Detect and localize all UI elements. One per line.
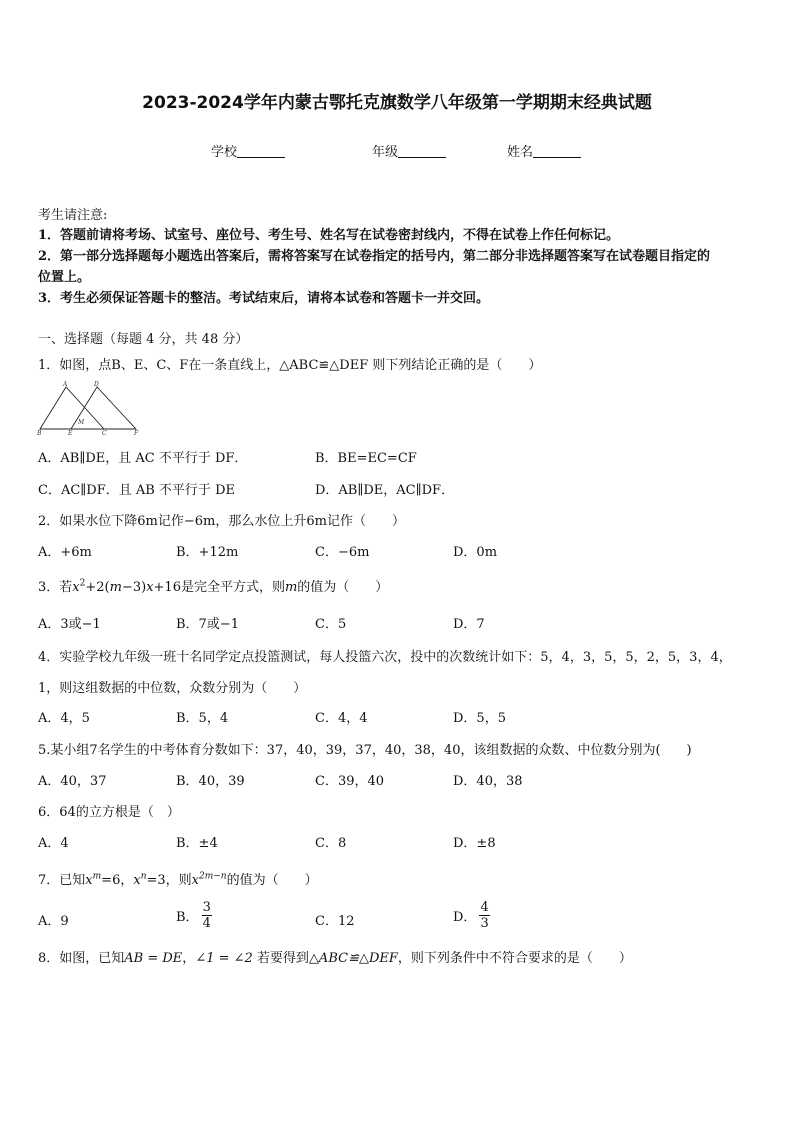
q7-option-c[interactable]: C．12 — [315, 914, 355, 929]
q4-option-a[interactable]: A．4，5 — [38, 711, 90, 726]
grade-blank — [398, 145, 446, 158]
q3-option-d[interactable]: D．7 — [453, 617, 485, 632]
q5-option-c[interactable]: C．39，40 — [315, 774, 385, 789]
label-m: M — [78, 419, 85, 426]
q4-stem-line2: 1，则这组数据的中位数，众数分别为（ ） — [38, 681, 307, 696]
q3-option-c[interactable]: C．5 — [315, 617, 347, 632]
q5-option-b[interactable]: B．40，39 — [176, 774, 245, 789]
label-a: A — [63, 381, 68, 388]
school-field: 学校 — [211, 141, 285, 160]
q3-option-b[interactable]: B．7或−1 — [176, 617, 239, 632]
notice-item-2-cont: 位置上。 — [38, 270, 91, 285]
q2-option-a[interactable]: A．+6m — [38, 545, 92, 560]
q6-option-d[interactable]: D．±8 — [453, 836, 496, 851]
label-f: F — [134, 430, 139, 436]
notice-item-3: 3．考生必须保证答题卡的整洁。考试结束后，请将本试卷和答题卡一并交回。 — [38, 291, 490, 306]
q5-option-d[interactable]: D．40，38 — [453, 774, 523, 789]
section-heading: 一、选择题（每题 4 分，共 48 分） — [38, 332, 249, 347]
label-d: D — [94, 381, 99, 388]
notice-heading: 考生请注意: — [38, 208, 108, 223]
q2-option-b[interactable]: B．+12m — [176, 545, 239, 560]
q4-option-c[interactable]: C．4，4 — [315, 711, 368, 726]
q7-fraction-d: $\frac{4}{3}$ — [480, 900, 489, 931]
q2-option-d[interactable]: D．0m — [453, 545, 498, 560]
school-blank — [237, 145, 285, 158]
notice-item-2: 2．第一部分选择题每小题选出答案后，需将答案写在试卷指定的括号内，第二部分非选择题答案写在试卷题目指定的 — [38, 249, 711, 264]
page-title: 2023-2024学年内蒙古鄂托克旗数学八年级第一学期期末经典试题 — [142, 93, 652, 113]
q7-option-d[interactable]: D． $\frac{4}{3}$ — [453, 900, 489, 931]
q7-option-a[interactable]: A．9 — [38, 914, 69, 929]
q2-stem: 2．如果水位下降6m记作−6m，那么水位上升6m记作（ ） — [38, 514, 405, 529]
label-b: B — [37, 430, 42, 436]
q6-option-c[interactable]: C．8 — [315, 836, 347, 851]
q1-option-a[interactable]: A．AB∥DE，且 AC 不平行于 DF． — [38, 451, 248, 466]
q4-option-b[interactable]: B．5，4 — [176, 711, 229, 726]
q7-stem: 7．已知$x^m=6$，$x^n=3$，则$x^{2m-n}$的值为（ ） — [38, 871, 318, 888]
label-c: C — [102, 430, 107, 436]
q7-fraction-b: $\frac{3}{4}$ — [202, 900, 211, 931]
q6-option-b[interactable]: B．±4 — [176, 836, 218, 851]
triangle-abc — [40, 387, 104, 429]
q1-option-d[interactable]: D．AB∥DE，AC∥DF． — [315, 483, 455, 498]
q4-option-d[interactable]: D．5，5 — [453, 711, 506, 726]
label-e: E — [68, 430, 73, 436]
notice-item-1: 1．答题前请将考场、试室号、座位号、考生号、姓名写在试卷密封线内，不得在试卷上作任何标记。 — [38, 228, 620, 243]
q3-stem: 3．若$x^2+2(m-3)x+16$是完全平方式，则m的值为（ ） — [38, 578, 389, 595]
q8-stem: 8．如图，已知AB = DE，∠1 = ∠2 若要得到△ABC≌△DEF，则下列条件中不符合要求的是（ ） — [38, 951, 632, 966]
q2-option-c[interactable]: C．−6m — [315, 545, 370, 560]
name-field: 姓名 — [507, 141, 581, 160]
q6-option-a[interactable]: A．4 — [38, 836, 69, 851]
grade-field: 年级 — [372, 141, 446, 160]
q5-option-a[interactable]: A．40，37 — [38, 774, 107, 789]
name-blank — [533, 145, 581, 158]
q5-stem: 5.某小组7名学生的中考体育分数如下：37，40，39，37，40，38，40，该组数据的众数、中位数分别为( ) — [38, 743, 692, 758]
q1-option-c[interactable]: C．AC∥DF．且 AB 不平行于 DE — [38, 483, 235, 498]
q1-option-b[interactable]: B．BE=EC=CF — [315, 451, 417, 466]
q3-option-a[interactable]: A．3或−1 — [38, 617, 101, 632]
q6-stem: 6．64的立方根是（ ） — [38, 805, 180, 820]
q4-stem-line1: 4．实验学校九年级一班十名同学定点投篮测试，每人投篮六次，投中的次数统计如下：5，4，3，5，5，2，5，3，4， — [38, 650, 732, 665]
q7-option-b[interactable]: B． $\frac{3}{4}$ — [176, 900, 211, 931]
q1-triangle-figure — [36, 381, 144, 436]
q1-stem: 1．如图，点B、E、C、F在一条直线上，△ABC≌△DEF 则下列结论正确的是（ ） — [38, 358, 542, 373]
